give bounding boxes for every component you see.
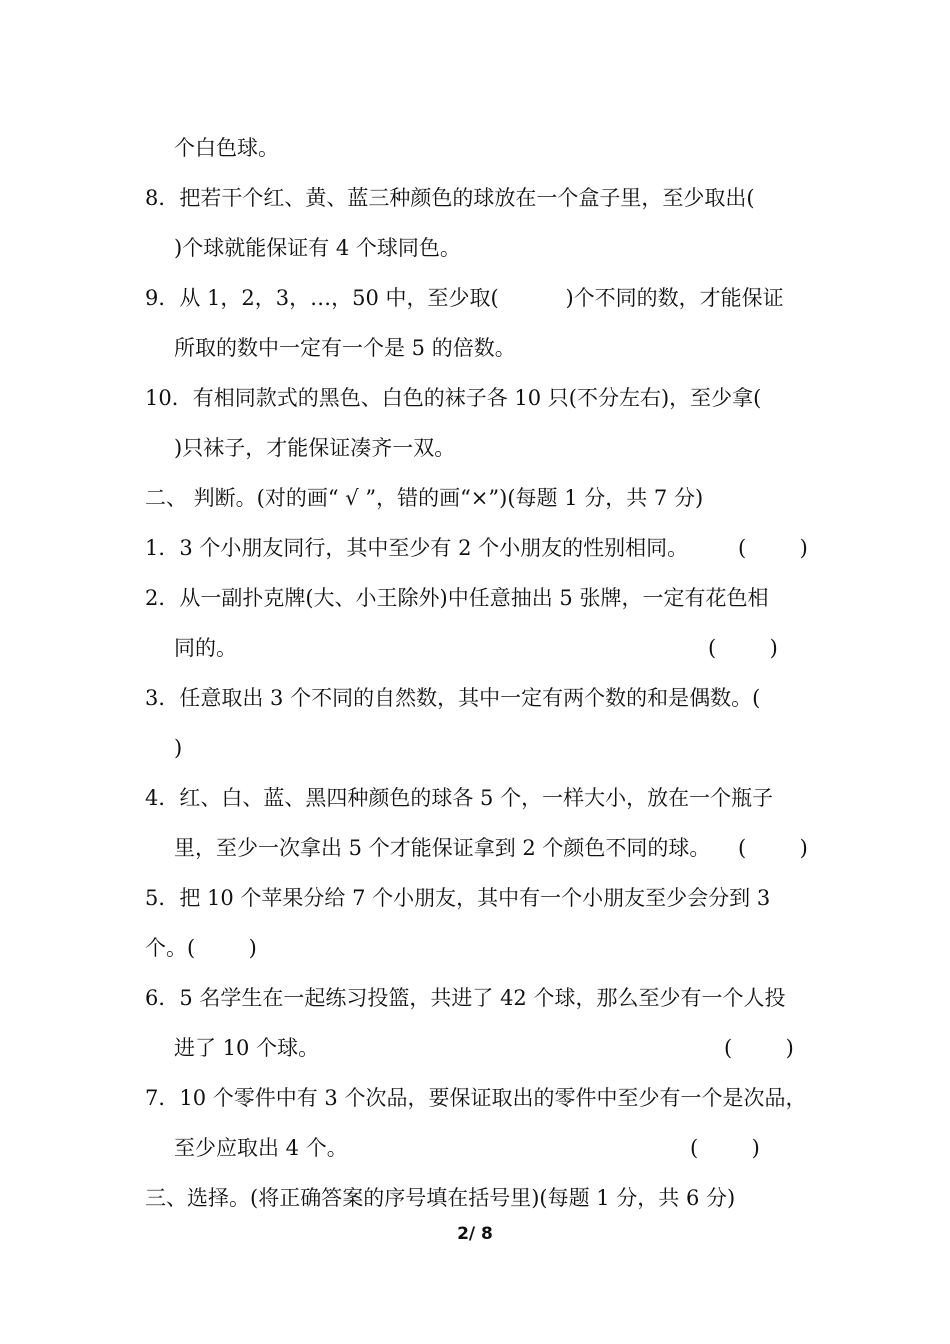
judge-question-3: 3．任意取出 3 个不同的自然数，其中一定有两个数的和是偶数。( [145,686,761,710]
question-9: 9．从 1，2，3，…，50 中，至少取( )个不同的数，才能保证 [145,286,784,310]
answer-blank: ( ) [708,636,778,660]
answer-blank: ( ) [738,836,808,860]
text-line: )只袜子，才能保证凑齐一双。 [174,436,456,460]
page-number: 2/ 8 [457,1224,493,1244]
judge-question-7: 7．10 个零件中有 3 个次品，要保证取出的零件中至少有一个是次品， [145,1086,807,1110]
judge-question-6: 6．5 名学生在一起练习投篮，共进了 42 个球，那么至少有一个人投 [145,986,786,1010]
text-line: 个。( ) [145,936,257,960]
judge-question-2: 2．从一副扑克牌(大、小王除外)中任意抽出 5 张牌，一定有花色相 [145,586,769,610]
answer-blank: ( ) [738,536,808,560]
judge-question-4: 4．红、白、蓝、黑四种颜色的球各 5 个，一样大小，放在一个瓶子 [145,786,774,810]
question-8: 8．把若干个红、黄、蓝三种颜色的球放在一个盒子里，至少取出( [145,186,755,210]
text-line: 所取的数中一定有一个是 5 的倍数。 [174,336,516,360]
section-heading-choice: 三、选择。(将正确答案的序号填在括号里)(每题 1 分，共 6 分) [145,1186,736,1210]
judge-question-1: 1．3 个小朋友同行，其中至少有 2 个小朋友的性别相同。 [145,536,689,560]
answer-blank: ( ) [690,1136,760,1160]
section-heading-judge: 二、 判断。(对的画“ √ ”，错的画“×”)(每题 1 分，共 7 分) [145,486,704,510]
text-line: 个白色球。 [174,136,279,160]
text-line: 里，至少一次拿出 5 个才能保证拿到 2 个颜色不同的球。 [174,836,711,860]
question-10: 10．有相同款式的黑色、白色的袜子各 10 只(不分左右)，至少拿( [145,386,762,410]
judge-question-5: 5．把 10 个苹果分给 7 个小朋友，其中有一个小朋友至少会分到 3 [145,886,771,910]
text-line: 同的。 [174,636,237,660]
answer-blank: ( ) [724,1036,794,1060]
text-line: 进了 10 个球。 [174,1036,320,1060]
text-line: 至少应取出 4 个。 [174,1136,348,1160]
text-line: ) [174,736,183,760]
text-line: )个球就能保证有 4 个球同色。 [174,236,461,260]
